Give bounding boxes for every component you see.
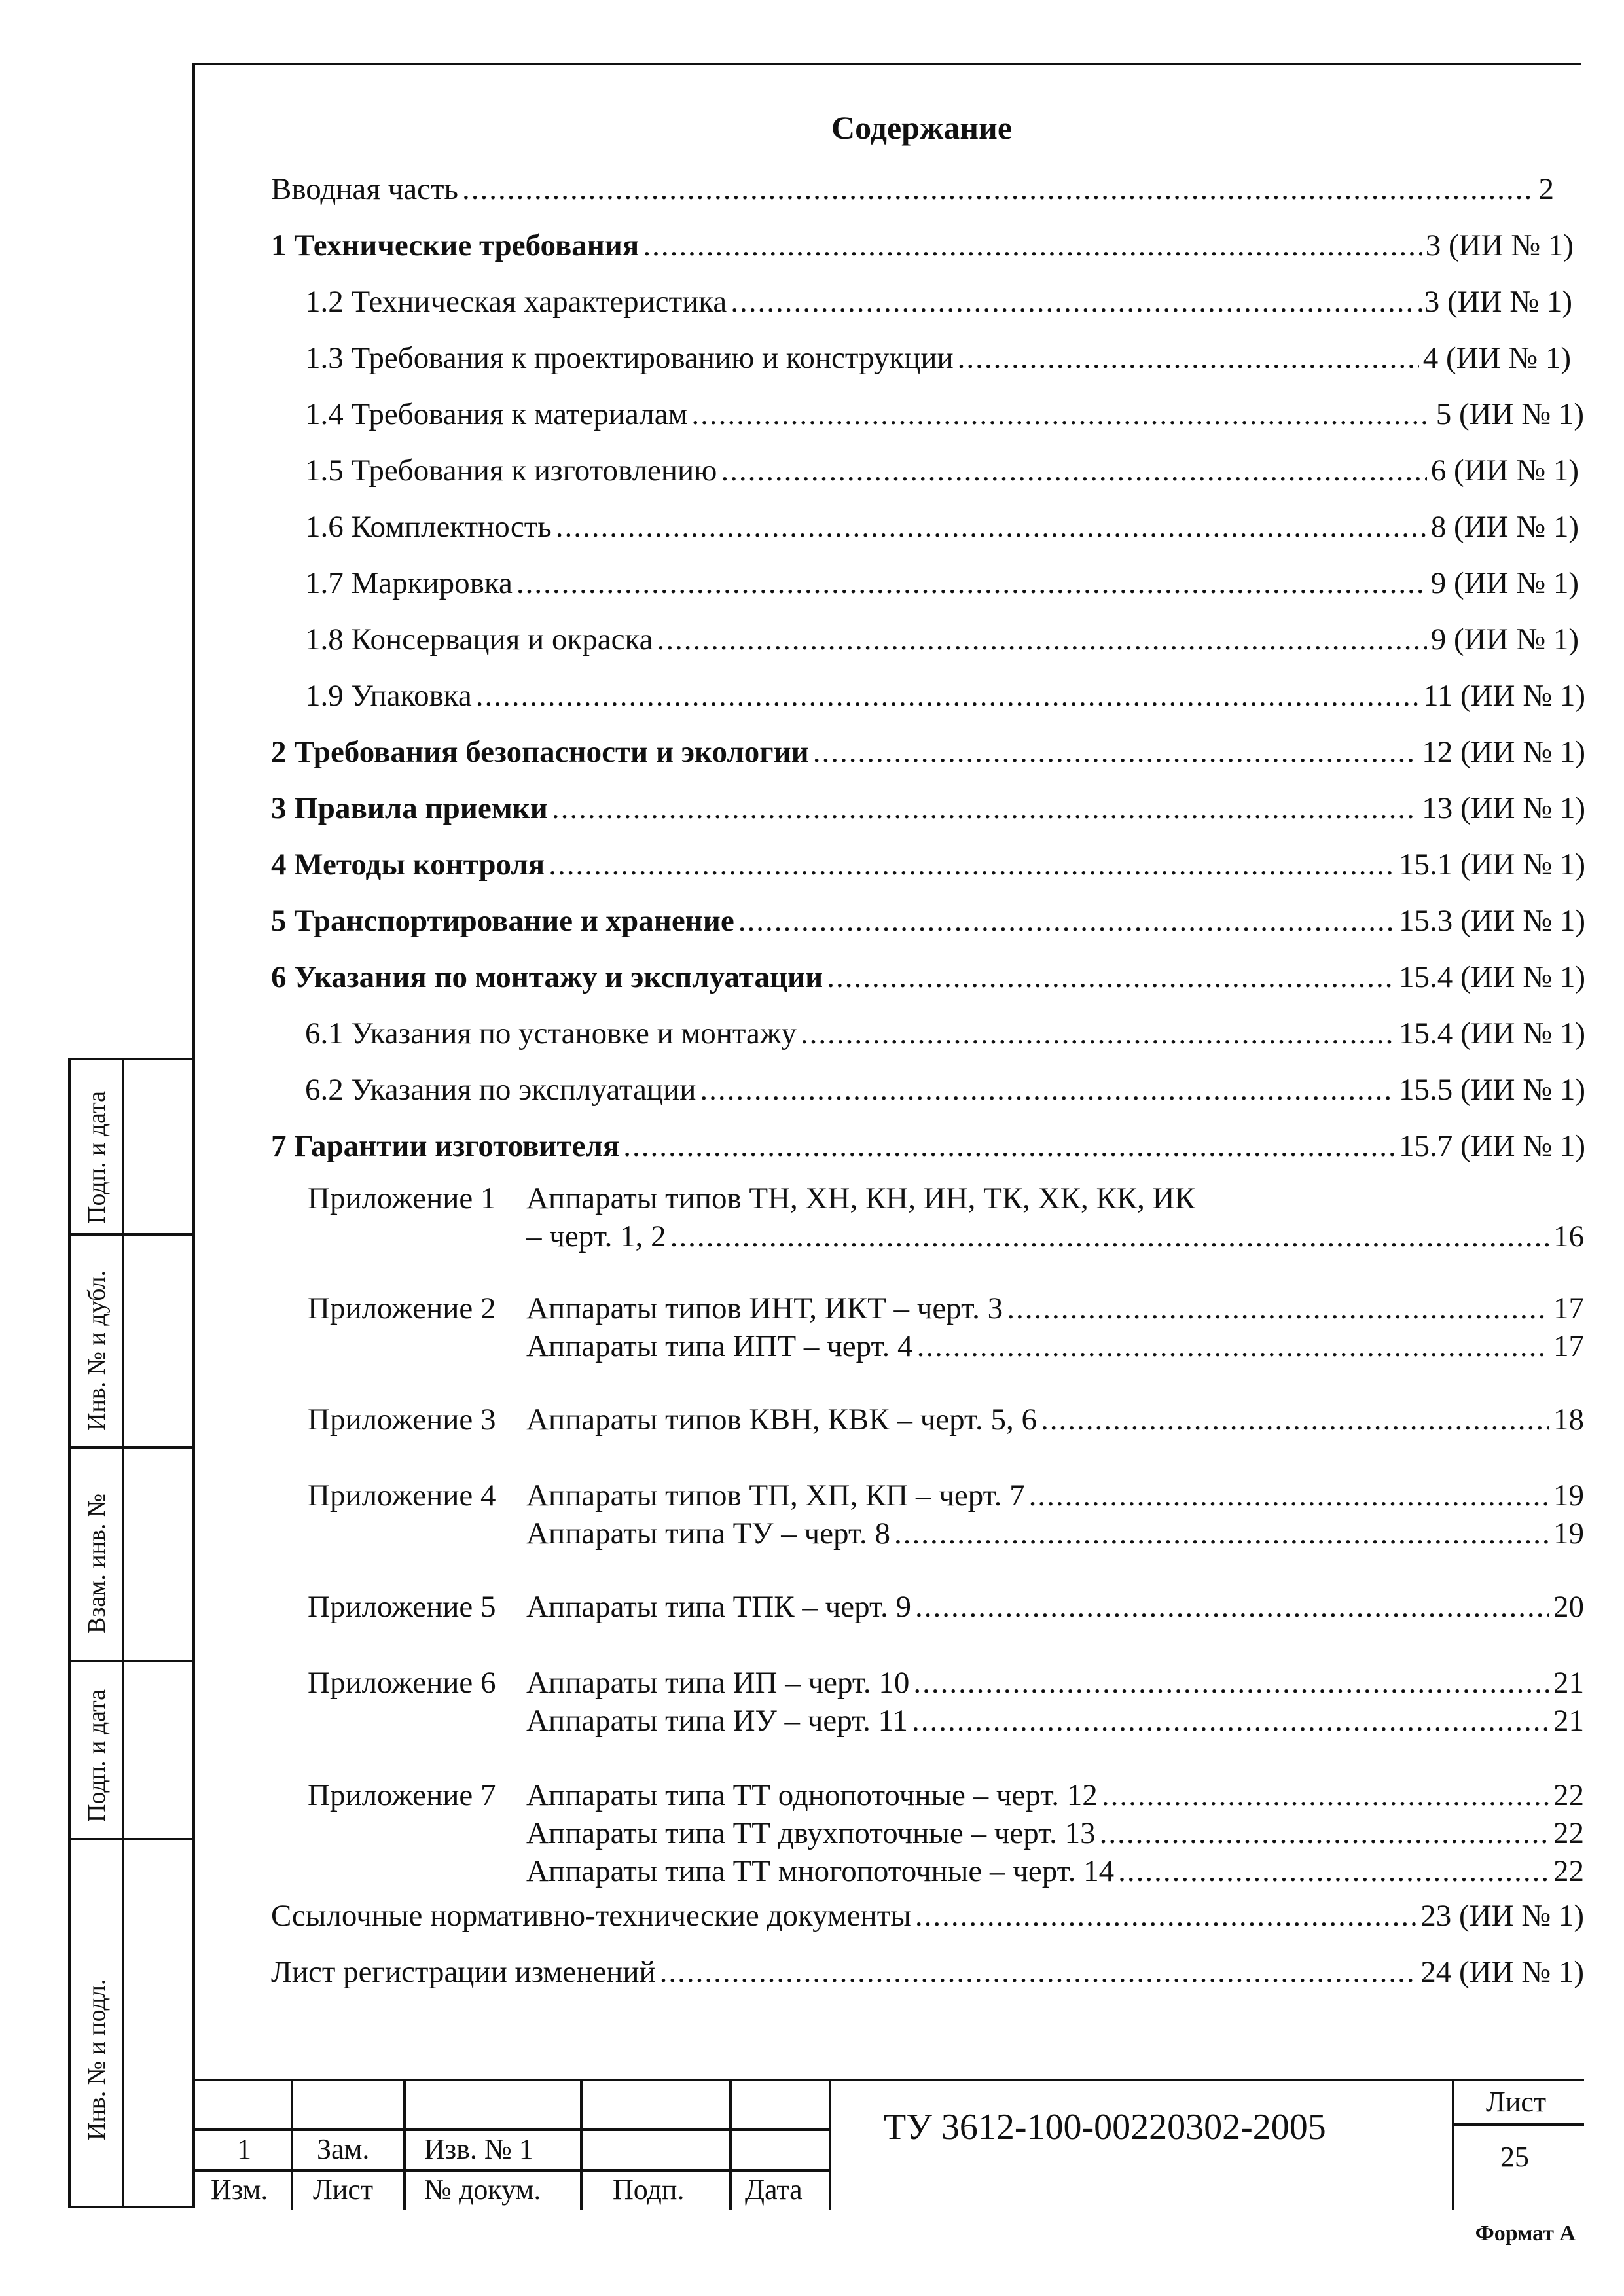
toc-row: 1.4 Требования к материалам ..... 5 (ИИ № 1) [305, 397, 1584, 432]
appendix-line: Аппараты типов ТН, ХН, КН, ИН, ТК, ХК, КК, ИК [526, 1181, 1195, 1215]
appendix-line: Аппараты типов ИНТ, ИКТ – черт. 3 ..... 17 [526, 1291, 1584, 1326]
appendix-line: Аппараты типа ИП – черт. 10 ..... 21 [526, 1665, 1584, 1700]
appendix-line: Аппараты типа ТУ – черт. 8 ..... 19 [526, 1516, 1584, 1551]
toc-row: 1.3 Требования к проектированию и конструкции ..... 4 (ИИ № 1) [305, 340, 1571, 376]
sheet-label: Лист [1486, 2086, 1547, 2118]
toc-row: 1.5 Требования к изготовлению ..... 6 (ИИ № 1) [305, 453, 1579, 488]
toc-row: 1.2 Техническая характеристика ..... .3 (ИИ № 1) [305, 284, 1572, 319]
side-signature-cell [122, 1840, 194, 2208]
stamp-header-list: Лист [313, 2174, 374, 2206]
toc-row: 2 Требования безопасности и экологии ..... 12 (ИИ № 1) [271, 734, 1585, 770]
stamp-sheet-line [1453, 2123, 1584, 2126]
toc-row: 5 Транспортирование и хранение ..... 15.3 (ИИ № 1) [271, 903, 1585, 939]
side-label-inv-dubl: Инв. № и дубл. [83, 1270, 111, 1431]
toc-row: 1.9 Упаковка ..... 11 (ИИ № 1) [305, 678, 1585, 713]
appendix-label: Приложение 7 [308, 1778, 496, 1812]
stamp-col-line [1452, 2079, 1454, 2210]
appendix-label: Приложение 4 [308, 1479, 496, 1513]
side-signature-cell [122, 1449, 194, 1662]
toc-row: 1 Технические требования ..... 3 (ИИ № 1) [271, 228, 1574, 263]
toc-row: Лист регистрации изменений ..... 24 (ИИ № 1) [271, 1954, 1584, 1990]
appendix-label: Приложение 6 [308, 1666, 496, 1700]
stamp-row-line [192, 2169, 831, 2172]
stamp-header-doc: № докум. [424, 2174, 541, 2206]
stamp-header-izm: Изм. [211, 2174, 268, 2206]
toc-row: 6.2 Указания по эксплуатации ..... 15.5 (ИИ № 1) [305, 1072, 1585, 1107]
appendix-line: Аппараты типа ТПК – черт. 9 ..... 20 [526, 1589, 1584, 1624]
appendix-line: Аппараты типов КВН, КВК – черт. 5, 6 ..... 18 [526, 1402, 1584, 1437]
side-label-podp-data: Подп. и дата [83, 1090, 111, 1224]
toc-row: Вводная часть ..... 2 [271, 171, 1554, 207]
appendix-line: Аппараты типа ИПТ – черт. 4 ..... 17 [526, 1329, 1584, 1364]
appendix-line: Аппараты типа ТТ однопоточные – черт. 12 ..... 22 [526, 1778, 1584, 1813]
side-label-vzam-inv: Взам. инв. № [83, 1493, 111, 1634]
toc-row: 6 Указания по монтажу и эксплуатации ..... 15.4 (ИИ № 1) [271, 960, 1585, 995]
side-signature-cell [122, 1236, 194, 1449]
stamp-col-line [729, 2079, 732, 2210]
appendix-line: Аппараты типа ТТ двухпоточные – черт. 13 ..... 22 [526, 1816, 1584, 1851]
appendix-label: Приложение 2 [308, 1291, 496, 1325]
stamp-row-line [192, 2128, 831, 2131]
toc-row: 4 Методы контроля ..... 15.1 (ИИ № 1) [271, 847, 1585, 882]
stamp-header-data: Дата [745, 2174, 803, 2206]
toc-row: 6.1 Указания по установке и монтажу ..... 15.4 (ИИ № 1) [305, 1016, 1585, 1051]
frame-top-line [194, 63, 1581, 65]
toc-row: Ссылочные нормативно-технические документы ..... 23 (ИИ № 1) [271, 1898, 1584, 1933]
page-title: Содержание [831, 109, 1013, 146]
stamp-col-line [403, 2079, 406, 2210]
sheet-number: 25 [1500, 2141, 1529, 2173]
side-label-podp-data-2: Подп. и дата [83, 1689, 111, 1822]
appendix-label: Приложение 5 [308, 1590, 496, 1624]
stamp-list-value: Зам. [317, 2133, 370, 2165]
toc-row: 3 Правила приемки ..... 13 (ИИ № 1) [271, 791, 1585, 826]
stamp-header-podp: Подп. [613, 2174, 685, 2206]
appendix-line: Аппараты типа ТТ многопоточные – черт. 14 ..... 22 [526, 1854, 1584, 1889]
side-label-inv-podl: Инв. № и подл. [83, 1979, 111, 2140]
appendix-line: – черт. 1, 2 ..... 16 [526, 1219, 1584, 1254]
stamp-col-line [829, 2079, 831, 2210]
appendix-line: Аппараты типов ТП, ХП, КП – черт. 7 ..... 19 [526, 1478, 1584, 1513]
stamp-col-line [580, 2079, 583, 2210]
toc-row: 7 Гарантии изготовителя ..... 15.7 (ИИ № 1) [271, 1128, 1585, 1164]
toc-row: 1.6 Комплектность ..... 8 (ИИ № 1) [305, 509, 1579, 545]
stamp-col-line [291, 2079, 293, 2210]
toc-row: 1.7 Маркировка ..... 9 (ИИ № 1) [305, 565, 1579, 601]
appendix-label: Приложение 3 [308, 1403, 496, 1437]
document-code: ТУ 3612-100-00220302-2005 [884, 2107, 1326, 2147]
appendix-label: Приложение 1 [308, 1181, 496, 1215]
toc-row: 1.8 Консервация и окраска ..... 9 (ИИ № 1) [305, 622, 1579, 657]
side-signature-cell [122, 1058, 194, 1236]
stamp-doc-value: Изв. № 1 [424, 2133, 533, 2165]
side-signature-cell [122, 1662, 194, 1840]
stamp-izm-value: 1 [237, 2133, 251, 2165]
appendix-line: Аппараты типа ИУ – черт. 11 ..... 21 [526, 1703, 1584, 1738]
format-label: Формат А [1475, 2221, 1576, 2246]
